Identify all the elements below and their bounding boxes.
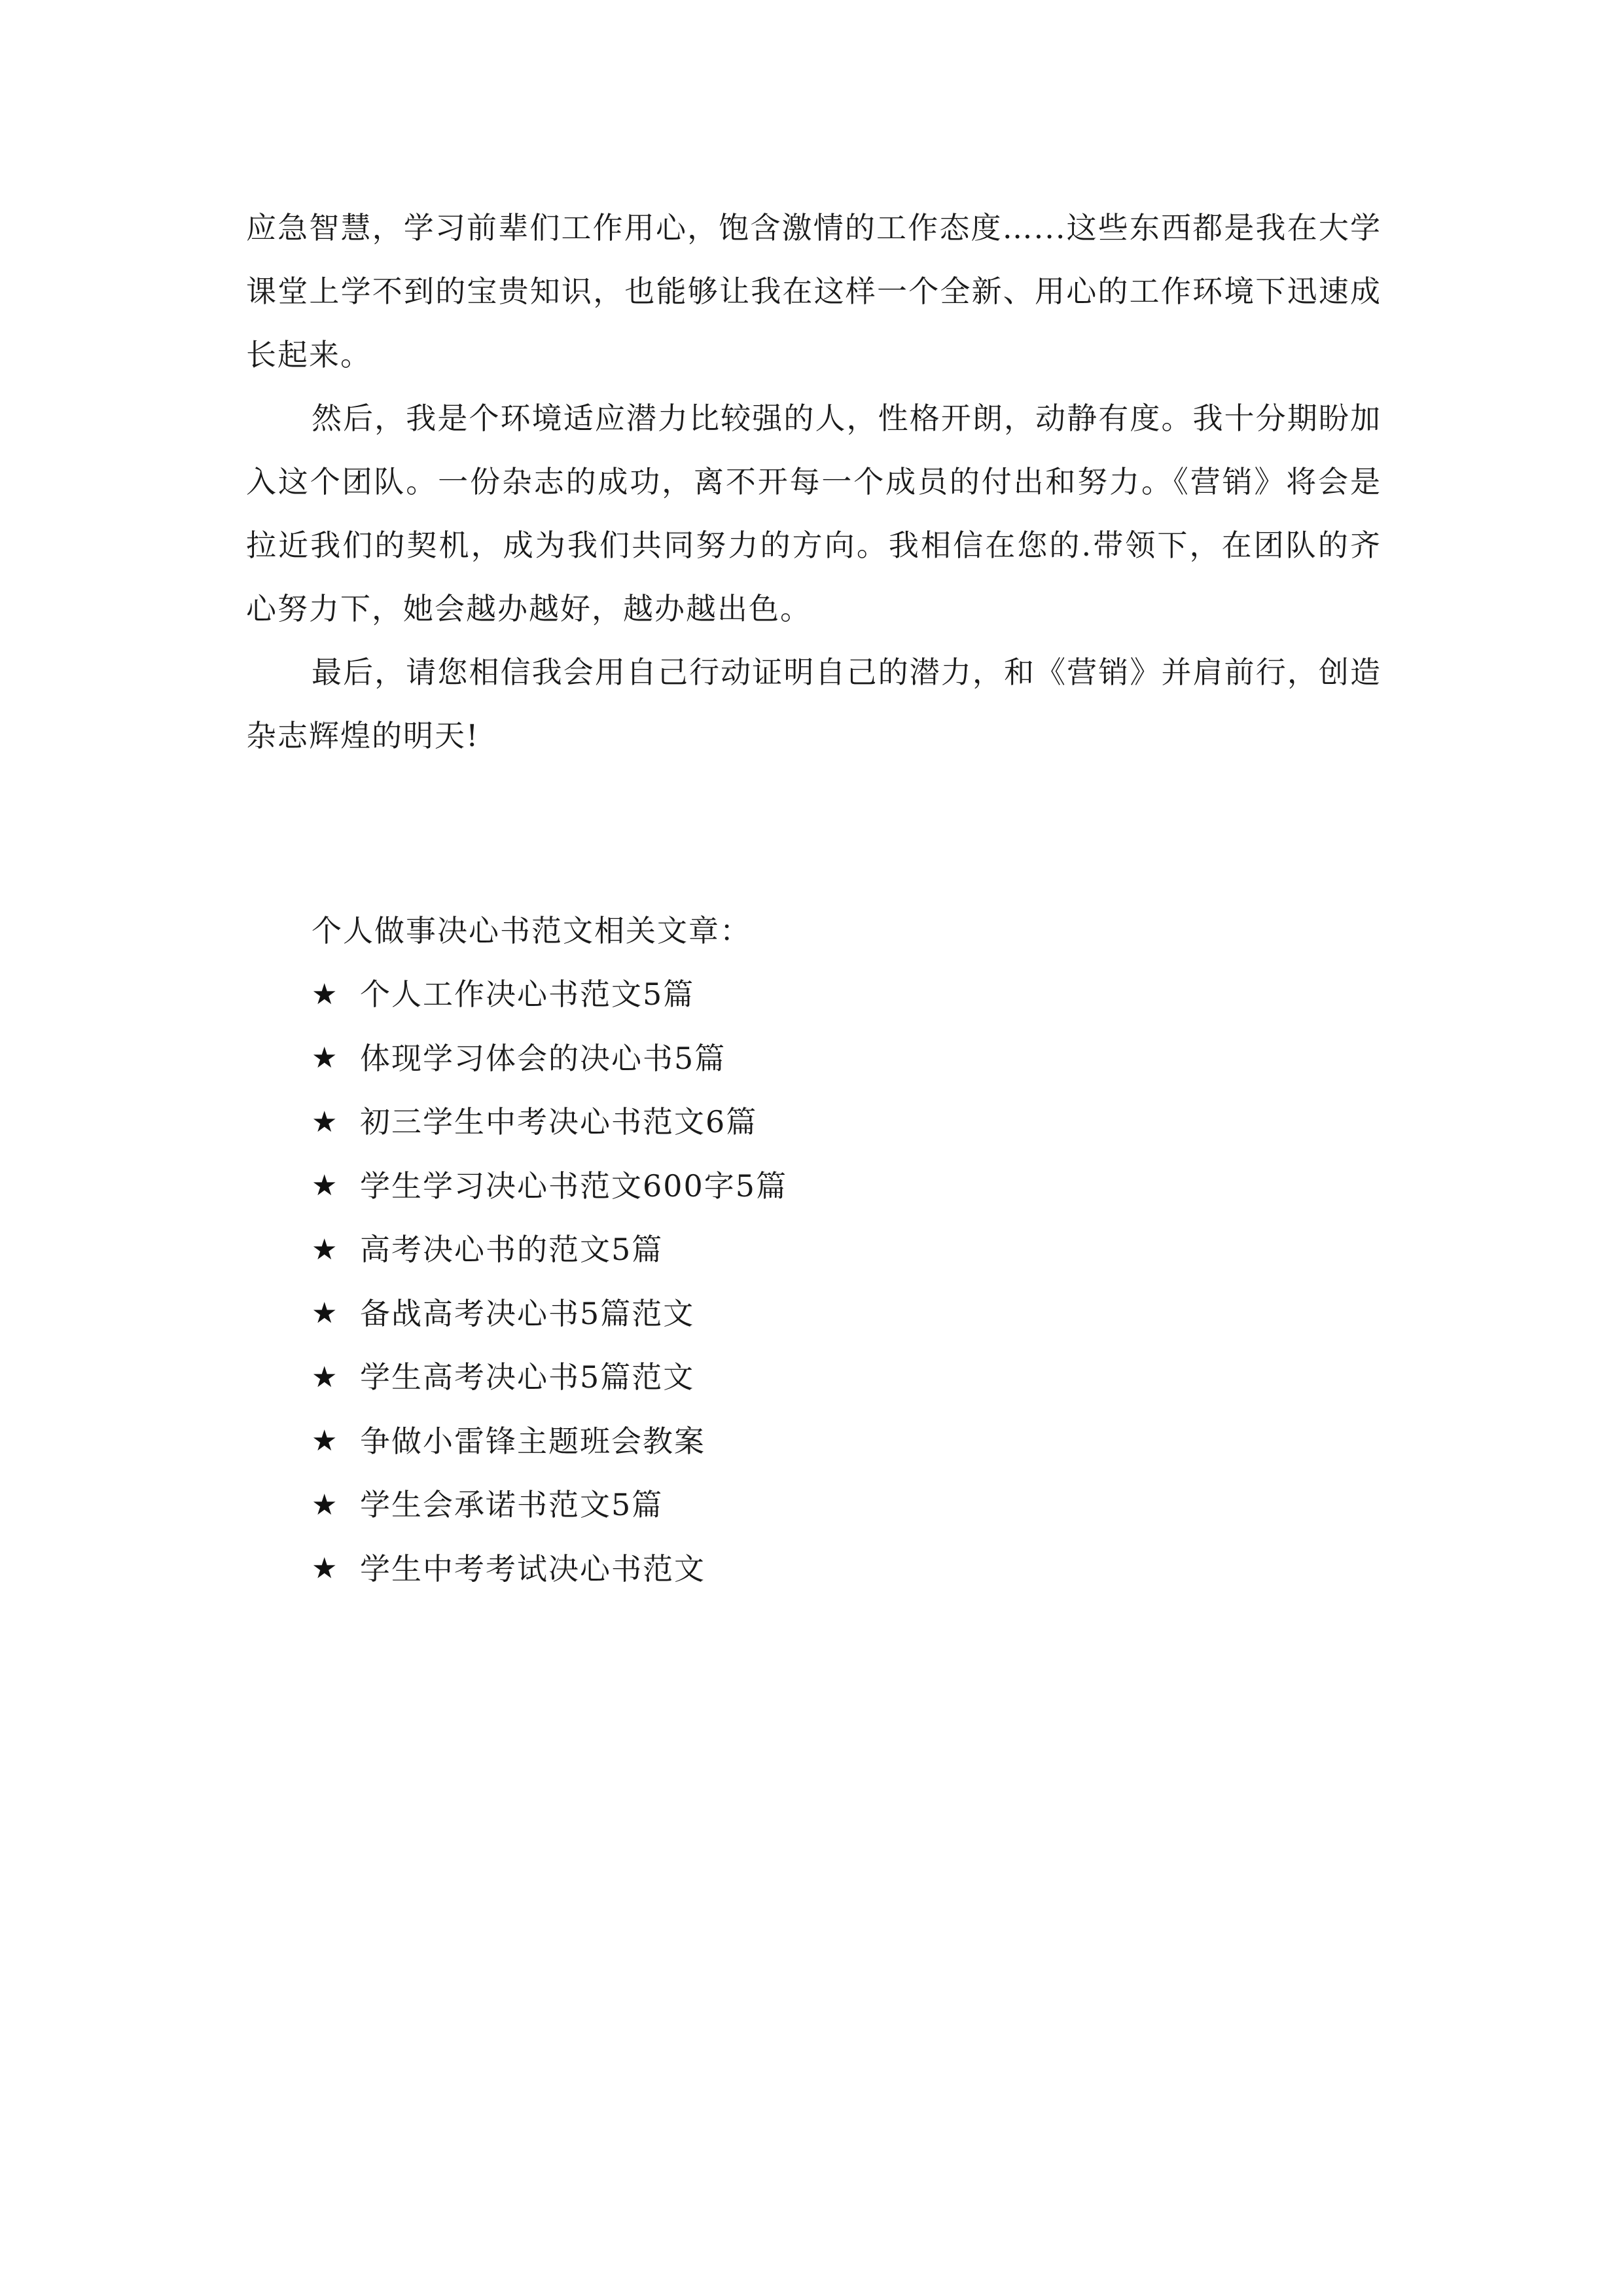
star-icon: ★	[312, 1232, 339, 1266]
related-article-link[interactable]	[312, 1473, 1359, 1537]
star-icon: ★	[312, 1297, 339, 1331]
related-article-title: 初三学生中考决心书范文6篇	[360, 1104, 758, 1139]
related-article-title: 体现学习体会的决心书5篇	[360, 1040, 726, 1076]
star-icon: ★	[312, 1105, 339, 1139]
related-article-title: 个人工作决心书范文5篇	[360, 977, 695, 1012]
paragraph-continuation: 应急智慧，学习前辈们工作用心，饱含激情的工作态度…...这些东西都是我在大学课堂上学不到的宝贵知识，也能够让我在这样一个全新、用心的工作环境下迅速成长起来。	[246, 210, 1382, 372]
related-article-link[interactable]	[312, 1537, 1359, 1602]
star-icon: ★	[312, 977, 339, 1011]
related-article-link[interactable]	[312, 963, 1359, 1027]
related-article-title: 备战高考决心书5篇范文	[360, 1295, 695, 1331]
related-article-link[interactable]	[312, 1410, 1359, 1474]
related-article-title: 高考决心书的范文5篇	[360, 1232, 664, 1267]
related-article-title: 争做小雷锋主题班会教案	[360, 1423, 705, 1459]
paragraph-closing: 最后，请您相信我会用自己行动证明自己的潜力，和《营销》并肩前行，创造杂志辉煌的明天!	[246, 655, 1382, 753]
body-text	[246, 196, 1382, 768]
star-icon: ★	[312, 1424, 339, 1458]
star-icon: ★	[312, 1488, 339, 1522]
star-icon: ★	[312, 1041, 339, 1075]
related-article-link[interactable]	[312, 1346, 1359, 1410]
related-article-title: 学生中考考试决心书范文	[360, 1551, 705, 1587]
star-icon: ★	[312, 1169, 339, 1203]
star-icon: ★	[312, 1360, 339, 1394]
related-article-link[interactable]	[312, 1090, 1359, 1155]
related-article-link[interactable]	[312, 1027, 1359, 1091]
related-articles-list	[312, 963, 1359, 1601]
related-article-link[interactable]	[312, 1282, 1359, 1346]
related-article-link[interactable]	[312, 1218, 1359, 1282]
related-articles-title: 个人做事决心书范文相关文章：	[312, 913, 751, 948]
related-article-title: 学生高考决心书5篇范文	[360, 1359, 695, 1395]
related-article-link[interactable]	[312, 1155, 1359, 1219]
star-icon: ★	[312, 1552, 339, 1586]
related-article-title: 学生会承诺书范文5篇	[360, 1487, 664, 1522]
related-articles	[312, 899, 1359, 1601]
related-article-title: 学生学习决心书范文600字5篇	[360, 1168, 788, 1204]
paragraph-adaptability: 然后，我是个环境适应潜力比较强的人，性格开朗，动静有度。我十分期盼加入这个团队。一份杂志的成功，离不开每一个成员的付出和努力。《营销》将会是拉近我们的契机，成为我们共同努力的方向。我相信在您的.带领下，在团队的齐心努力下，她会越办越好，越办越出色。	[246, 401, 1382, 626]
